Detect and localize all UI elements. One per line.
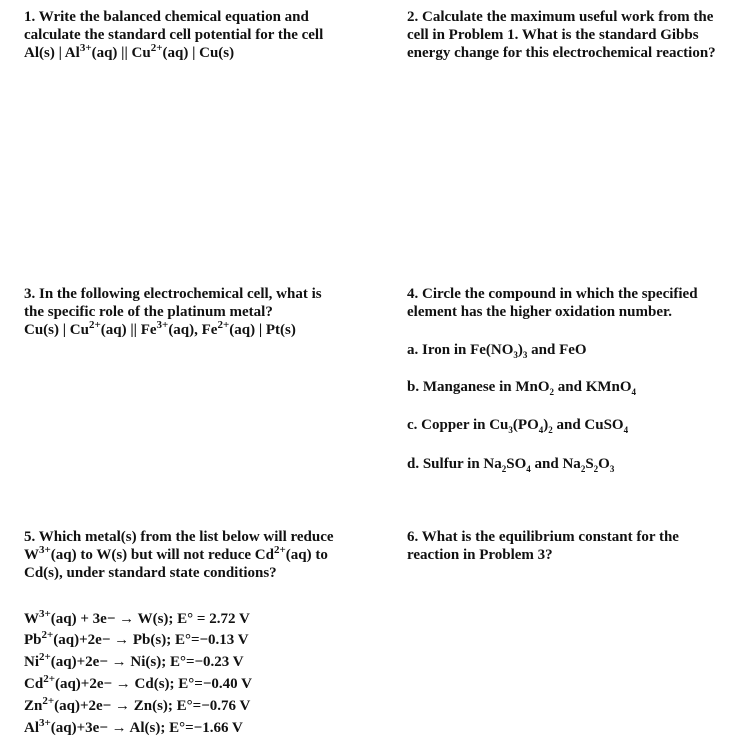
problem-1-line-2: calculate the standard cell potential for the cell: [24, 27, 324, 43]
problem-2: [407, 8, 742, 62]
problem-6-line-2: reaction in Problem 3?: [407, 547, 553, 563]
problem-4-option-d: d. Sulfur in $Na_2SO_4$ and $Na_2S_2O_3$: [407, 456, 615, 474]
problem-1: [24, 8, 369, 62]
problem-2-line-2: cell in Problem 1. What is the standard Gibbs: [407, 27, 699, 43]
problem-4: [407, 285, 742, 321]
problem-6-line-1: 6. What is the equilibrium constant for the: [407, 529, 679, 545]
reduction-reaction-w: $W^{3+}(aq) + 3e- \to W(s)$; E° = 2.72 V: [24, 608, 250, 627]
problem-4-option-a: a. Iron in $Fe(NO_3)_3$ and FeO: [407, 342, 587, 360]
problem-5-line-1: 5. Which metal(s) from the list below will reduce: [24, 529, 334, 545]
problem-5-line-3: Cd(s), under standard state conditions?: [24, 565, 277, 581]
problem-4-option-c: c. Copper in $Cu_3(PO_4)_2$ and CuSO$_4$: [407, 417, 629, 435]
problem-2-line-1: 2. Calculate the maximum useful work from the: [407, 9, 714, 25]
reduction-reaction-al: $Al^{3+}(aq)+3e- \to Al(s)$; E°=−1.66 V: [24, 717, 243, 736]
problem-2-line-3: energy change for this electrochemical reaction?: [407, 45, 716, 61]
problem-5-line-2: $W^{3+}(aq)$ to W(s) but will not reduce $Cd^{2+}(aq)$ to: [24, 544, 328, 563]
reduction-reaction-ni: $Ni^{2+}(aq)+2e- \to Ni(s)$; E°=−0.23 V: [24, 651, 244, 670]
problem-3-line-1: 3. In the following electrochemical cell, what is: [24, 286, 322, 302]
problem-3: [24, 285, 369, 339]
reduction-reaction-cd: $Cd^{2+}(aq)+2e- \to Cd(s)$; E°=−0.40 V: [24, 673, 252, 692]
problem-4-line-2: element has the higher oxidation number.: [407, 304, 673, 320]
problem-3-line-2: the specific role of the platinum metal?: [24, 304, 273, 320]
problem-5: [24, 528, 384, 582]
problem-1-line-1: 1. Write the balanced chemical equation and: [24, 9, 309, 25]
problem-4-line-1: 4. Circle the compound in which the specified: [407, 286, 698, 302]
problem-1-cell-notation: Al(s) | $Al^{3+}(aq)$ || $Cu^{2+}(aq)$ | Cu(s): [24, 42, 235, 61]
reduction-reaction-pb: $Pb^{2+}(aq)+2e- \to Pb(s)$; E°=−0.13 V: [24, 629, 249, 648]
reduction-reaction-zn: $Zn^{2+}(aq)+2e- \to Zn(s)$; E°=−0.76 V: [24, 695, 251, 714]
problem-3-cell-notation: Cu(s) | $Cu^{2+}(aq)$ || $Fe^{3+}(aq)$, $Fe^{2+}(aq)$ | Pt(s): [24, 319, 296, 338]
problem-4-option-b: b. Manganese in MnO$_2$ and KMnO$_4$: [407, 379, 637, 397]
problem-6: [407, 528, 742, 564]
